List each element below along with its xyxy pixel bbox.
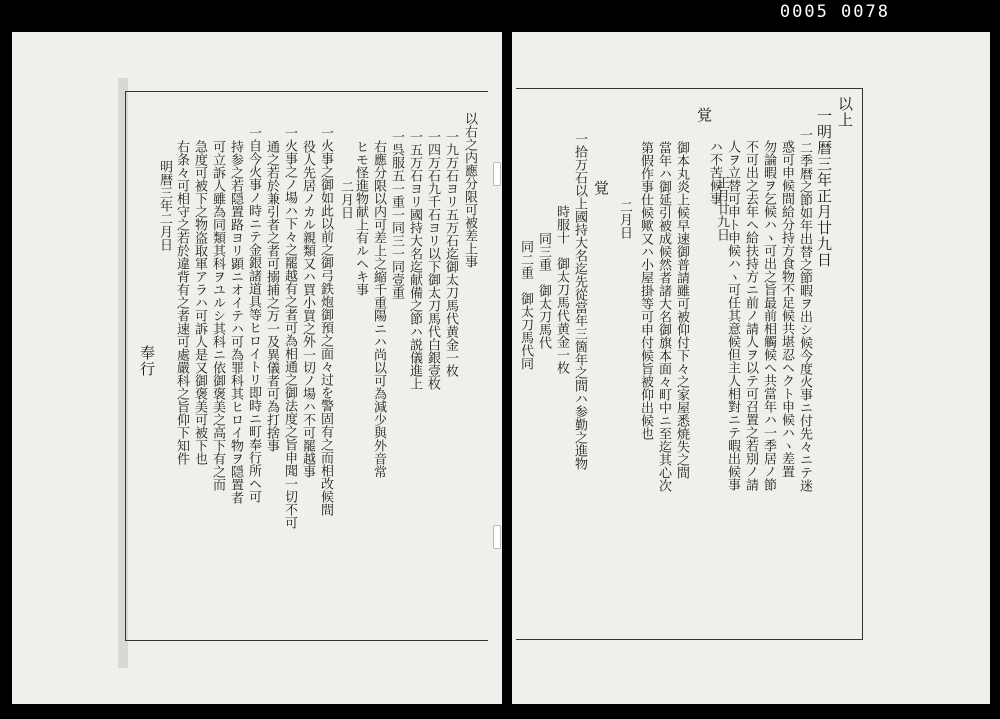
left-col-10: 一火事之ノ場ハ下々之罷越有之者可為相通之御法度之旨申聞一切不可 xyxy=(282,126,297,529)
right-col-17: 同三重 御太刀馬代 xyxy=(536,232,551,349)
left-col-14: 可立訴人雖為同類其科ヲユルシ其科ニ依御褒美之高下有之而 xyxy=(210,140,225,491)
left-col-11: 通之若於兼引者之者可搦捕之万一及異儀者可為打捨事 xyxy=(264,140,279,452)
right-col-6: 人ヲ立替可申ト申候ハヽ可任其意候但主人相對ニテ暇出候事 xyxy=(725,140,740,491)
left-col-9: 役人先居ノカル親類又ハ買小買之外一切ノ場ハ不可罷越事 xyxy=(300,140,315,478)
binding-gutter xyxy=(502,0,512,719)
binding-hole-bottom xyxy=(493,525,501,549)
right-col-15: 一拾万石以上國持大名迄先從當年三箇年之間ハ参勤之進物 xyxy=(572,132,587,470)
right-col-5: 不可出之去年ヘ給扶持方ニ前ノ請人ヲ以テ可召置之若別ノ請 xyxy=(743,140,758,491)
left-col-6: ヒモ怪進物献上有ルヘキ事 xyxy=(353,140,368,296)
right-col-1: 一明暦三年正月廿九日 xyxy=(815,108,833,268)
left-col-12: 一自今火事ノ時ニテ金銀諸道具等ヒロイトリ即時ニ町奉行所ヘ可 xyxy=(246,126,261,503)
left-col-18: 奉行 xyxy=(138,345,156,377)
right-col-16: 時服十 御太刀馬代黄金一枚 xyxy=(554,205,569,374)
left-col-0: 以右之内應分限可被差上事 xyxy=(462,112,477,268)
right-col-3: 惑可申候間給分持方食物不足候共堪忍ヘクト申候ハヽ差置 xyxy=(779,140,794,478)
right-col-8: 正月廿九日 xyxy=(714,176,729,241)
left-col-16: 右条々可相守之若於違背有之者速可處嚴科之旨仰下知件 xyxy=(174,140,189,465)
right-col-13: 二月日 xyxy=(617,200,632,239)
binding-hole-top xyxy=(493,162,501,186)
left-col-7: 二月日 xyxy=(338,180,353,219)
left-col-1: 一九万石ヨリ五万石迄御太刀馬代黄金一枚 xyxy=(443,130,458,377)
frame-number: 0005 0078 xyxy=(779,2,890,22)
right-col-7: ハ不苦候事 xyxy=(707,140,722,205)
right-col-18: 同二重 御太刀馬代同 xyxy=(518,240,533,370)
right-col-11: 當年ハ御延引被成候然者諸大名御旗本面々町中ニ至迄其心次 xyxy=(656,141,671,492)
right-col-10: 御本丸炎上候早速御普請雖可被仰付下々之家屋悉焼失之間 xyxy=(674,141,689,479)
right-col-4: 勿論暇ヲ乞候ハヽ可出之旨最前相觸候ヘ共當年ハ一季居ノ節 xyxy=(761,140,776,491)
right-col-14: 覚 xyxy=(592,180,610,196)
left-col-3: 一五万石ヨリ國持大名迄献備之節ハ説儀進上 xyxy=(407,130,422,390)
right-col-12: 第假作事仕候歟又ハ小屋掛等可申付候旨被仰出候也 xyxy=(638,141,653,440)
left-col-17: 明暦三年二月日 xyxy=(157,160,172,251)
right-col-0: 以上 xyxy=(836,96,854,128)
right-col-9: 覚 xyxy=(695,107,713,123)
left-col-2: 一四万石九千石ヨリ以下御太刀馬代白銀壹枚 xyxy=(425,130,440,390)
left-col-4: 一呉服五一重一同三一同壹重 xyxy=(389,130,404,299)
left-col-5: 右應分限以内可差上之縮千重陽ニハ尚以可為減少與外音常 xyxy=(371,140,386,478)
left-col-15: 急度可被下之物盗取軍アラハ可訴人是又御褒美可被下也 xyxy=(192,140,207,465)
left-col-13: 持参之若隠置路ヨリ顕ニオイテハ可為罪科其ヒロイ物ヲ隠置者 xyxy=(228,140,243,504)
right-col-2: 一二季暦之節如年出替之節暇ヲ出シ候今度火事ニ付先々ニテ迷 xyxy=(797,128,812,492)
left-col-8: 一火事之御如此以前之御弓鉄炮御預之面々过を警固有之而相改候間 xyxy=(318,126,333,516)
